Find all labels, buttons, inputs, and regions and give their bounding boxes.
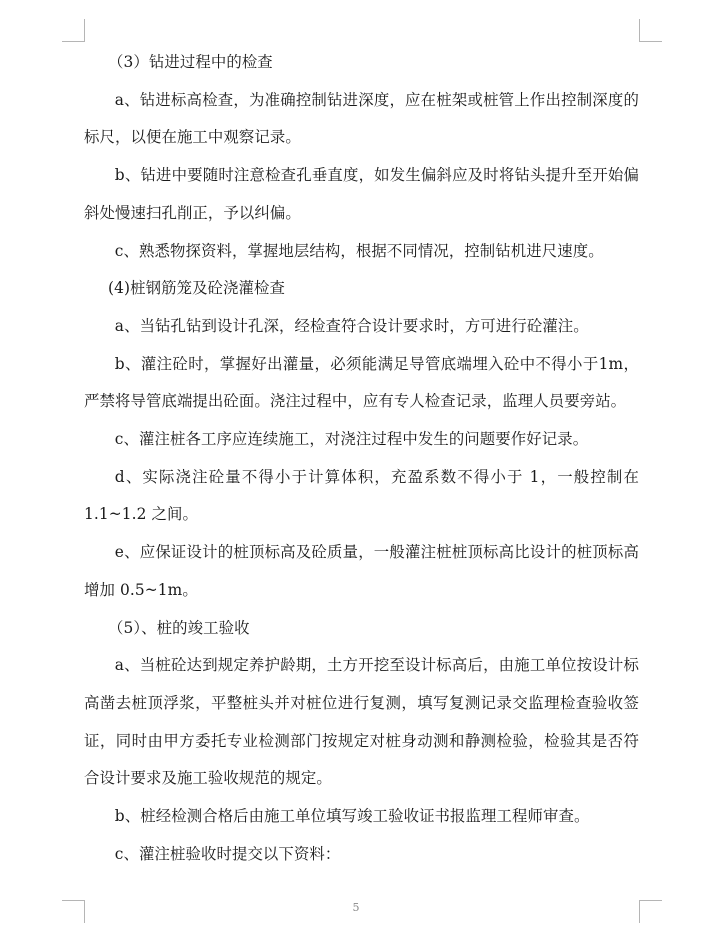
paragraph: e、应保证设计的桩顶标高及砼质量，一般灌注桩桩顶标高比设计的桩顶标高增加 0.5~1m。 [84,543,639,599]
paragraph: c、灌注桩各工序应连续施工，对浇注过程中发生的问题要作好记录。 [114,430,589,449]
paragraph: a、钻进标高检查，为准确控制钻进深度，应在桩架或桩管上作出控制深度的标尺，以便在施工中观察记录。 [84,90,639,147]
document-body [84,44,639,873]
paragraph: b、钻进中要随时注意检查孔垂直度，如发生偏斜应及时将钻头提升至开始偏斜处慢速扫孔削正，予以纠偏。 [84,166,639,222]
paragraph: b、灌注砼时，掌握好出灌量，必须能满足导管底端埋入砼中不得小于1m，严禁将导管底端提出砼面。浇注过程中，应有专人检查记录，监理人员要旁站。 [84,354,639,411]
paragraph: a、当钻孔钻到设计孔深，经检查符合设计要求时，方可进行砼灌注。 [114,316,589,335]
paragraph: c、熟悉物探资料，掌握地层结构，根据不同情况，控制钻机进尺速度。 [114,241,604,260]
crop-mark-top-right [639,19,662,42]
section-heading-4: (4)桩钢筋笼及砼浇灌检查 [108,279,286,298]
paragraph: b、桩经检测合格后由施工单位填写竣工验收证书报监理工程师审查。 [114,807,590,826]
page-number: 5 [352,901,360,914]
section-heading-5: （5）、桩的竣工验收 [108,618,250,637]
paragraph: d、实际浇注砼量不得小于计算体积，充盈系数不得小于 1，一般控制在 1.1~1.2 之间。 [84,467,639,524]
paragraph: c、灌注桩验收时提交以下资料： [114,844,341,863]
paragraph: a、当桩砼达到规定养护龄期，土方开挖至设计标高后，由施工单位按设计标高凿去桩顶浮浆，平整桩头并对桩位进行复测，填写复测记录交监理检查验收签证，同时由甲方委托专业检测部门按规定对桩身动测和静测检验，检验其是否符合设计要求及施工验收规范的规定。 [84,656,639,788]
section-heading-3: （3）钻进过程中的检查 [108,53,273,71]
crop-mark-top-left [62,19,85,42]
